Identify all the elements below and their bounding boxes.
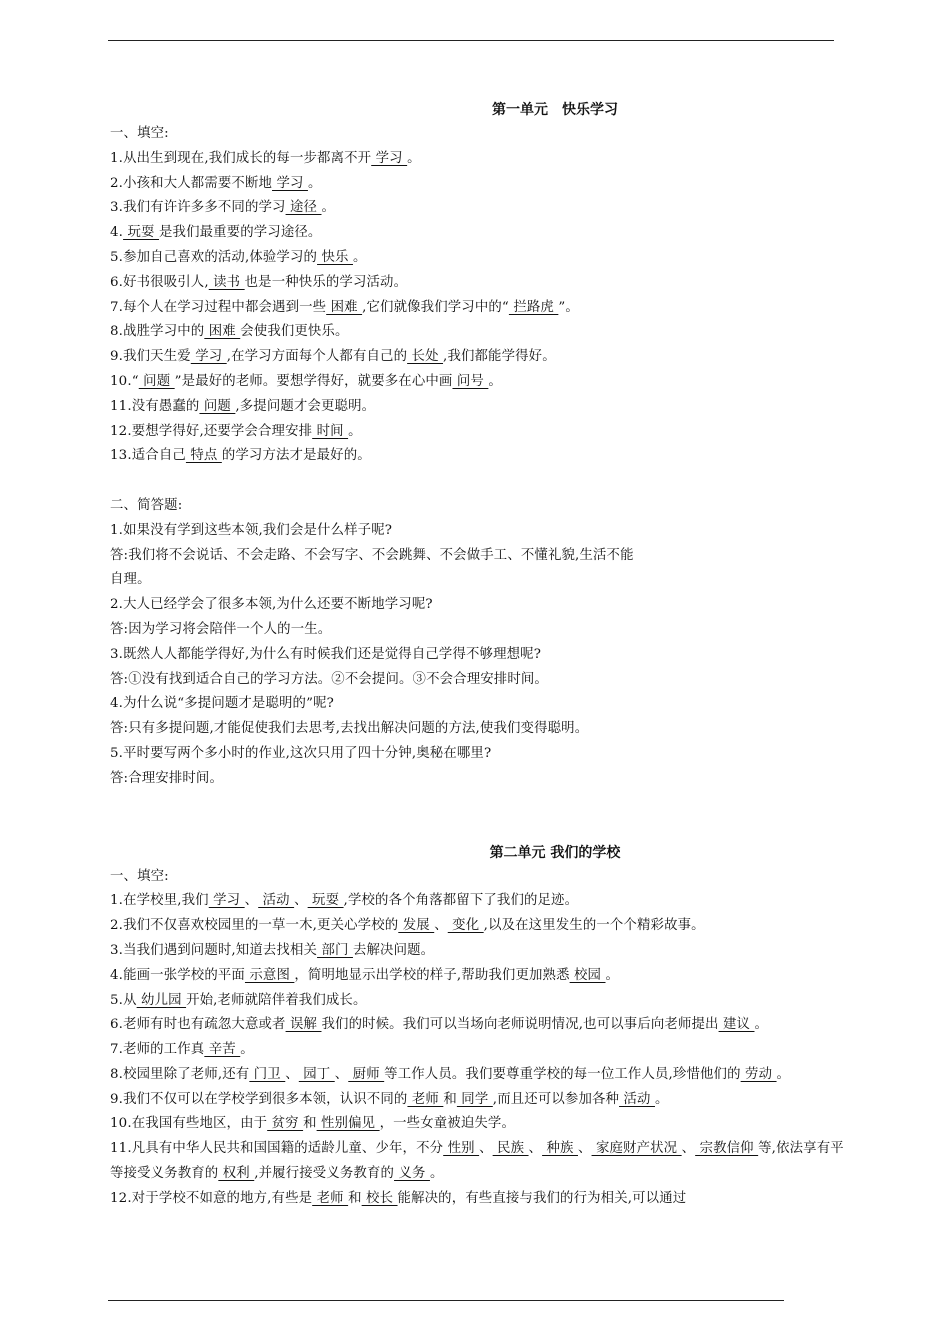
question-text: 去解决问题。 — [352, 942, 435, 958]
question-text: 是我们最重要的学习途径。 — [158, 225, 322, 241]
question-text: 11.没有愚蠢的 — [110, 398, 200, 414]
fill-question — [110, 345, 855, 370]
question-text: 。 — [407, 150, 421, 166]
question-text: ,它们就像我们学习中的“ — [362, 299, 509, 315]
answer-blank: 拦路虎 — [508, 299, 559, 315]
fill-question — [110, 1038, 855, 1063]
fill-question — [110, 1013, 855, 1038]
fill-question — [110, 420, 855, 445]
fill-question — [110, 1063, 855, 1088]
question-text: 4. — [110, 225, 124, 241]
answer-blank: 时间 — [312, 423, 349, 439]
answer-blank: 贫穷 — [267, 1116, 304, 1132]
short-answer-line: 5.平时要写两个多小时的作业,这次只用了四十分钟,奥秘在哪里? — [110, 745, 492, 761]
question-text: 4.能画一张学校的平面 — [110, 967, 245, 983]
question-text: 6.老师有时也有疏忽大意或者 — [110, 1017, 286, 1033]
answer-blank: 快乐 — [317, 249, 353, 265]
fill-question — [110, 296, 855, 321]
answer-blank: 学习 — [190, 349, 227, 365]
answer-blank: 种族 — [542, 1141, 578, 1157]
question-text: 。 — [348, 423, 362, 439]
question-text: 的学习方法才是最好的。 — [221, 448, 371, 464]
answer-blank: 学习 — [208, 893, 245, 909]
unit1-fill-list — [110, 147, 855, 469]
fill-question — [110, 989, 855, 1014]
answer-blank: 性别 — [443, 1141, 480, 1157]
answer-blank: 家庭财产状况 — [591, 1141, 682, 1157]
question-text: 12.对于学校不如意的地方,有些是 — [110, 1190, 313, 1206]
fill-question — [110, 221, 855, 246]
header-rule — [108, 40, 834, 41]
question-text: 、 — [244, 893, 259, 909]
fill-question — [110, 147, 855, 172]
fill-question — [110, 395, 855, 420]
question-text: 。 — [352, 249, 367, 265]
answer-blank: 劳动 — [740, 1066, 777, 1082]
answer-blank: 问号 — [452, 373, 489, 389]
question-text: 能解决的，有些直接与我们的行为相关,可以通过 — [397, 1190, 687, 1206]
question-text: ”。 — [558, 299, 579, 315]
unit1-fill-heading: 一、填空: — [110, 126, 169, 141]
question-text: ,我们都能学得好。 — [443, 349, 556, 365]
unit2-title: 第二单元 我们的学校 — [489, 844, 621, 861]
answer-blank: 活动 — [619, 1091, 655, 1107]
question-text: 。 — [429, 1166, 444, 1182]
answer-blank: 门卫 — [249, 1066, 286, 1082]
short-answer-line: 答:因为学习将会陪伴一个人的一生。 — [110, 621, 332, 637]
question-text: 。 — [307, 175, 322, 191]
answer-blank: 老师 — [312, 1190, 349, 1206]
answer-blank: 民族 — [492, 1141, 529, 1157]
answer-blank: 宗教信仰 — [695, 1141, 759, 1157]
short-answer-line: 答:只有多提问题,才能促使我们去思考,去找出解决问题的方法,使我们变得聪明。 — [110, 721, 589, 737]
fill-question — [110, 914, 855, 939]
answer-blank: 发展 — [398, 918, 435, 934]
question-text: 10.“ — [110, 373, 139, 389]
short-answer-line: 自理。 — [110, 572, 151, 588]
question-text: 我们的时候。我们可以当场向老师说明情况,也可以事后向老师提出 — [321, 1017, 719, 1033]
question-text: ,以及在这里发生的一个个精彩故事。 — [483, 918, 705, 934]
question-text: 、 — [285, 1066, 299, 1082]
question-text: 。 — [488, 373, 502, 389]
answer-blank: 问题 — [199, 398, 236, 414]
question-text: ，简明地显示出学校的样子,帮助我们更加熟悉 — [294, 967, 570, 983]
question-text: 2.小孩和大人都需要不断地 — [110, 175, 273, 191]
question-text: 。 — [776, 1066, 791, 1082]
answer-blank: 活动 — [258, 893, 295, 909]
answer-blank: 问题 — [138, 373, 175, 389]
question-text: 、 — [528, 1141, 543, 1157]
question-text: 2.我们不仅喜欢校园里的一草一木,更关心学校的 — [110, 918, 399, 934]
fill-question — [110, 939, 855, 964]
question-text: 7.老师的工作真 — [110, 1042, 205, 1058]
question-text: 5.从 — [110, 992, 137, 1008]
question-text: 。 — [754, 1017, 769, 1033]
question-text: 。 — [321, 200, 336, 216]
question-text: 13.适合自己 — [110, 448, 186, 464]
fill-question — [110, 1088, 855, 1113]
question-text: ,在学习方面每个人都有自己的 — [226, 349, 408, 365]
answer-blank: 读书 — [208, 274, 245, 290]
question-text: 5.参加自己喜欢的活动,体验学习的 — [110, 249, 318, 265]
question-text: 11.凡具有中华人民共和国国籍的适龄儿童、少年，不分 — [110, 1141, 444, 1157]
question-text: ,学校的各个角落都留下了我们的足迹。 — [343, 893, 579, 909]
question-text: 9.我们不仅可以在学校学到很多本领，认识不同的 — [110, 1091, 408, 1107]
question-text: 8.校园里除了老师,还有 — [110, 1066, 250, 1082]
fill-question — [110, 196, 855, 221]
question-text: ,并履行接受义务教育的 — [254, 1166, 395, 1182]
answer-blank: 建议 — [718, 1017, 755, 1033]
answer-blank: 老师 — [407, 1091, 444, 1107]
question-text: 7.每个人在学习过程中都会遇到一些 — [110, 299, 327, 315]
fill-question — [110, 271, 855, 296]
fill-question — [110, 1112, 855, 1137]
question-text: 1.从出生到现在,我们成长的每一步都离不开 — [110, 150, 372, 166]
fill-question — [110, 964, 855, 989]
question-text: 、 — [334, 1066, 349, 1082]
question-text: 8.战胜学习中的 — [110, 324, 205, 340]
answer-blank: 玩耍 — [123, 225, 159, 241]
question-text: 和 — [303, 1116, 317, 1132]
document-body — [110, 98, 855, 1212]
answer-blank: 同学 — [456, 1091, 493, 1107]
short-answer-line: 3.既然人人都能学得好,为什么有时候我们还是觉得自己学得不够理想呢? — [110, 646, 542, 662]
short-answer-line: 答:①没有找到适合自己的学习方法。②不会提问。③不会合理安排时间。 — [110, 671, 548, 687]
question-text: ,多提问题才会更聪明。 — [235, 398, 376, 414]
answer-blank: 性别偏见 — [316, 1116, 380, 1132]
question-text: 9.我们天生爱 — [110, 349, 191, 365]
answer-blank: 义务 — [394, 1166, 430, 1182]
question-text: 会使我们更快乐。 — [240, 324, 349, 340]
unit2-fill-heading: 一、填空: — [110, 868, 169, 884]
answer-blank: 学习 — [272, 175, 308, 191]
question-text: 等工作人员。我们要尊重学校的每一位工作人员,珍惜他们的 — [384, 1066, 741, 1082]
answer-blank: 困难 — [326, 299, 363, 315]
answer-blank: 权利 — [218, 1166, 255, 1182]
question-text: 、 — [479, 1141, 493, 1157]
question-text: 、 — [434, 918, 448, 934]
fill-question — [110, 1137, 855, 1187]
question-text: ,而且还可以参加各种 — [492, 1091, 620, 1107]
question-text: 也是一种快乐的学习活动。 — [244, 274, 408, 290]
question-text: 6.好书很吸引人, — [110, 274, 209, 290]
question-text: 12.要想学得好,还要学会合理安排 — [110, 423, 313, 439]
question-text: 。 — [240, 1042, 254, 1058]
question-text: ，一些女童被迫失学。 — [379, 1116, 515, 1132]
answer-blank: 困难 — [204, 324, 241, 340]
unit1-short-list — [110, 519, 855, 792]
short-answer-line: 4.为什么说“多提问题才是聪明的”呢? — [110, 696, 334, 712]
answer-blank: 幼儿园 — [136, 992, 187, 1008]
answer-blank: 误解 — [285, 1017, 322, 1033]
answer-blank: 变化 — [447, 918, 484, 934]
footer-rule — [108, 1300, 784, 1301]
fill-question — [110, 246, 855, 271]
answer-blank: 校长 — [361, 1190, 398, 1206]
question-text: 3.当我们遇到问题时,知道去找相关 — [110, 942, 318, 958]
question-text: 等,依法享有平等接受义务教育的 — [110, 1141, 844, 1182]
answer-blank: 特点 — [185, 448, 222, 464]
answer-blank: 校园 — [569, 967, 606, 983]
question-text: 开始,老师就陪伴着我们成长。 — [186, 992, 367, 1008]
answer-blank: 学习 — [371, 150, 408, 166]
short-answer-line: 1.如果没有学到这些本领,我们会是什么样子呢? — [110, 522, 393, 538]
short-answer-line: 答:我们将不会说话、不会走路、不会写字、不会跳舞、不会做手工、不懂礼貌,生活不能 — [110, 547, 634, 563]
answer-blank: 辛苦 — [204, 1042, 241, 1058]
question-text: 。 — [605, 967, 620, 983]
short-answer-line: 答:合理安排时间。 — [110, 770, 223, 786]
answer-blank: 示意图 — [244, 967, 295, 983]
fill-question — [110, 370, 855, 395]
unit1-short-heading: 二、简答题: — [110, 497, 183, 513]
unit2-fill-list — [110, 889, 855, 1211]
fill-question — [110, 444, 855, 469]
question-text: 、 — [294, 893, 308, 909]
question-text: ”是最好的老师。要想学得好，就要多在心中画 — [174, 373, 453, 389]
answer-blank: 厨师 — [348, 1066, 385, 1082]
answer-blank: 部门 — [317, 942, 353, 958]
question-text: 、 — [681, 1141, 696, 1157]
fill-question — [110, 320, 855, 345]
fill-question — [110, 1187, 855, 1212]
question-text: 和 — [443, 1091, 457, 1107]
question-text: 10.在我国有些地区，由于 — [110, 1116, 268, 1132]
answer-blank: 途径 — [285, 200, 322, 216]
question-text: 和 — [348, 1190, 362, 1206]
question-text: 、 — [578, 1141, 592, 1157]
answer-blank: 园丁 — [298, 1066, 335, 1082]
fill-question — [110, 172, 855, 197]
question-text: 3.我们有许许多多不同的学习 — [110, 200, 286, 216]
short-answer-line: 2.大人已经学会了很多本领,为什么还要不断地学习呢? — [110, 597, 433, 613]
fill-question — [110, 889, 855, 914]
question-text: 。 — [654, 1091, 669, 1107]
question-text: 1.在学校里,我们 — [110, 893, 209, 909]
answer-blank: 长处 — [407, 349, 444, 365]
unit1-title: 第一单元 快乐学习 — [492, 102, 618, 118]
answer-blank: 玩耍 — [307, 893, 344, 909]
